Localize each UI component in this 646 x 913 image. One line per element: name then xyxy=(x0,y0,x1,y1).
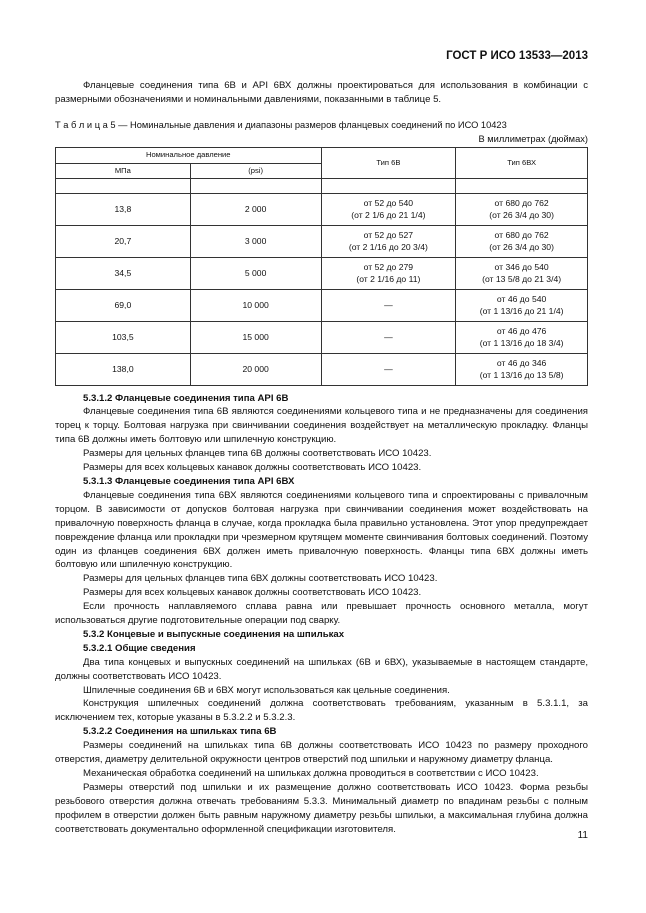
cell-6b: — xyxy=(321,353,456,385)
header-type-6bx: Тип 6ВХ xyxy=(456,147,588,178)
cell-mpa: 69,0 xyxy=(56,289,191,321)
cell-mpa: 103,5 xyxy=(56,321,191,353)
cell-mpa: 13,8 xyxy=(56,193,191,225)
section-5312-paragraph: Фланцевые соединения типа 6В являются соединениями кольцевого типа и не предназначены для соединения торец к торцу. Болтовая нагрузка при свинчивании соединения воздействует на металлическую прокладку. Фланцы типа 6В должны иметь болтовую или шпилечную конструкцию. xyxy=(55,406,588,446)
section-532-title: 5.3.2 Концевые и выпускные соединения на шпильках xyxy=(83,628,345,640)
cell-6bx-inch: (от 1 13/16 до 13 5/8) xyxy=(479,370,564,381)
header-mpa: МПа xyxy=(56,163,191,178)
cell-6bx-mm: от 46 до 540 xyxy=(496,294,547,305)
section-5321-paragraph: Конструкция шпилечных соединений должна соответствовать требованиям, указанным в 5.3.1.1, за исключением тех, которые указаны в 5.3.2.2 и 5.3.2.3. xyxy=(55,698,588,724)
cell-mpa: 20,7 xyxy=(56,225,191,257)
section-5321-paragraph: Шпилечные соединения 6В и 6ВХ могут использоваться как цельные соединения. xyxy=(83,684,450,696)
cell-6bx xyxy=(456,225,588,257)
section-5313-paragraph: Если прочность наплавляемого сплава равна или превышает прочность основного металла, могут использоваться другие подготовительные операции под сварку. xyxy=(55,601,588,627)
section-5313-paragraph: Размеры для всех кольцевых канавок должны соответствовать ИСО 10423. xyxy=(83,587,422,599)
table-row xyxy=(56,321,588,353)
page-number: 11 xyxy=(577,830,588,841)
cell-6b-mm: от 52 до 527 xyxy=(363,230,414,241)
cell-6b: — xyxy=(321,321,456,353)
table-row xyxy=(56,353,588,385)
table-row xyxy=(56,257,588,289)
table-caption: Т а б л и ц а 5 — Номинальные давления и диапазоны размеров фланцевых соединений по ИСО 10423 xyxy=(55,119,507,130)
cell-6bx-inch: (от 26 3/4 до 30) xyxy=(489,210,554,221)
header-type-6b: Тип 6В xyxy=(321,147,456,178)
cell-6bx-inch: (от 1 13/16 до 18 3/4) xyxy=(479,338,564,349)
cell-6bx-mm: от 680 до 762 xyxy=(494,198,549,209)
cell-psi: 5 000 xyxy=(190,257,321,289)
cell-6bx xyxy=(456,257,588,289)
cell-6b-mm: от 52 до 279 xyxy=(363,262,414,273)
cell-6b-inch: (от 2 1/16 до 20 3/4) xyxy=(348,242,428,253)
section-5322-paragraph: Механическая обработка соединений на шпильках должна проводиться в соответствии с ИСО 10423. xyxy=(83,768,539,779)
cell-6bx-mm: от 46 до 346 xyxy=(496,358,547,369)
spacer-cell xyxy=(190,178,321,193)
cell-6bx-mm: от 680 до 762 xyxy=(494,230,549,241)
cell-6b: — xyxy=(321,289,456,321)
page-content xyxy=(55,79,588,837)
cell-6bx-inch: (от 13 5/8 до 21 3/4) xyxy=(482,274,562,285)
section-5322-paragraph: Размеры соединений на шпильках типа 6В должны соответствовать ИСО 10423 по размеру проходного отверстия, диаметру делительной окружности центров отверстий под шпильки и наружному диаметру фланца. xyxy=(55,740,588,766)
standard-header: ГОСТ Р ИСО 13533—2013 xyxy=(446,50,588,62)
cell-psi: 2 000 xyxy=(190,193,321,225)
cell-6bx-inch: (от 26 3/4 до 30) xyxy=(489,242,554,253)
cell-psi: 15 000 xyxy=(190,321,321,353)
cell-6b xyxy=(321,257,456,289)
section-5322-paragraph: Размеры отверстий под шпильки и их размещение должно соответствовать ИСО 10423. Форма резьбы резьбового отверстия должна отвечать требованиям 5.3.3. Минимальный диаметр по впадинам резьбы с полным профилем в отверстии должен быть равным наружному диаметру резьбы шпильки, а максимальная глубина должна соответствовать документально оформленной спецификации изготовителя. xyxy=(55,781,588,835)
section-5313-paragraph: Размеры для цельных фланцев типа 6ВХ должны соответствовать ИСО 10423. xyxy=(83,573,438,585)
cell-6b-inch: (от 2 1/16 до 11) xyxy=(356,274,421,285)
header-nominal-pressure: Номинальное давление xyxy=(56,147,322,163)
cell-mpa: 34,5 xyxy=(56,257,191,289)
header-psi: (psi) xyxy=(190,163,321,178)
cell-psi: 3 000 xyxy=(190,225,321,257)
section-5321-paragraph: Два типа концевых и выпускных соединений на шпильках (6В и 6ВХ), указываемые в настоящем стандарте, должны соответствовать ИСО 10423. xyxy=(55,656,588,682)
spacer-cell xyxy=(456,178,588,193)
section-5321-title: 5.3.2.1 Общие сведения xyxy=(83,642,196,654)
intro-paragraph: Фланцевые соединения типа 6В и API 6ВХ должны проектироваться для использования в комбинации с размерными обозначениями и номинальными давлениями, показанными в таблице 5. xyxy=(55,80,588,105)
table-row xyxy=(56,225,588,257)
cell-6bx-mm: от 346 до 540 xyxy=(494,262,549,273)
table-row xyxy=(56,193,588,225)
cell-6bx xyxy=(456,193,588,225)
spacer-cell xyxy=(56,178,191,193)
cell-6bx xyxy=(456,353,588,385)
section-5313-paragraph: Фланцевые соединения типа 6ВХ являются соединениями кольцевого типа и спроектированы с привалочным торцом. В зависимости от допусков болтовая нагрузка при свинчивании соединения может воздействовать на привалочную поверхность фланца в случае, когда прокладка была правильно установлена. Этот упор предупреждает повреждение фланца или прокладки при чрезмерном крутящем моменте свинчивания болтовых соединений. Поэтому один из фланцев соединения 6ВХ должен иметь привалочную поверхность. Фланцы типа 6ВХ должны иметь болтовую или шпилечную конструкцию. xyxy=(55,489,588,571)
section-5312-paragraph: Размеры для всех кольцевых канавок должны соответствовать ИСО 10423. xyxy=(83,462,422,474)
section-5313-title: 5.3.1.3 Фланцевые соединения типа API 6ВХ xyxy=(83,475,295,487)
cell-6b xyxy=(321,225,456,257)
cell-6bx xyxy=(456,321,588,353)
table-units: В миллиметрах (дюймах) xyxy=(478,133,588,144)
cell-6bx-inch: (от 1 13/16 до 21 1/4) xyxy=(479,306,564,317)
section-5312-paragraph: Размеры для цельных фланцев типа 6В должны соответствовать ИСО 10423. xyxy=(83,448,432,460)
cell-6bx-mm: от 46 до 476 xyxy=(496,326,547,337)
section-5312-title: 5.3.1.2 Фланцевые соединения типа API 6В xyxy=(83,392,289,404)
cell-psi: 20 000 xyxy=(190,353,321,385)
pressure-size-table xyxy=(55,147,588,386)
spacer-cell xyxy=(321,178,456,193)
cell-6b xyxy=(321,193,456,225)
cell-mpa: 138,0 xyxy=(56,353,191,385)
cell-psi: 10 000 xyxy=(190,289,321,321)
cell-6b-inch: (от 2 1/6 до 21 1/4) xyxy=(351,210,426,221)
table-row xyxy=(56,289,588,321)
cell-6b-mm: от 52 до 540 xyxy=(363,198,414,209)
cell-6bx xyxy=(456,289,588,321)
section-5322-title: 5.3.2.2 Соединения на шпильках типа 6В xyxy=(83,726,277,738)
